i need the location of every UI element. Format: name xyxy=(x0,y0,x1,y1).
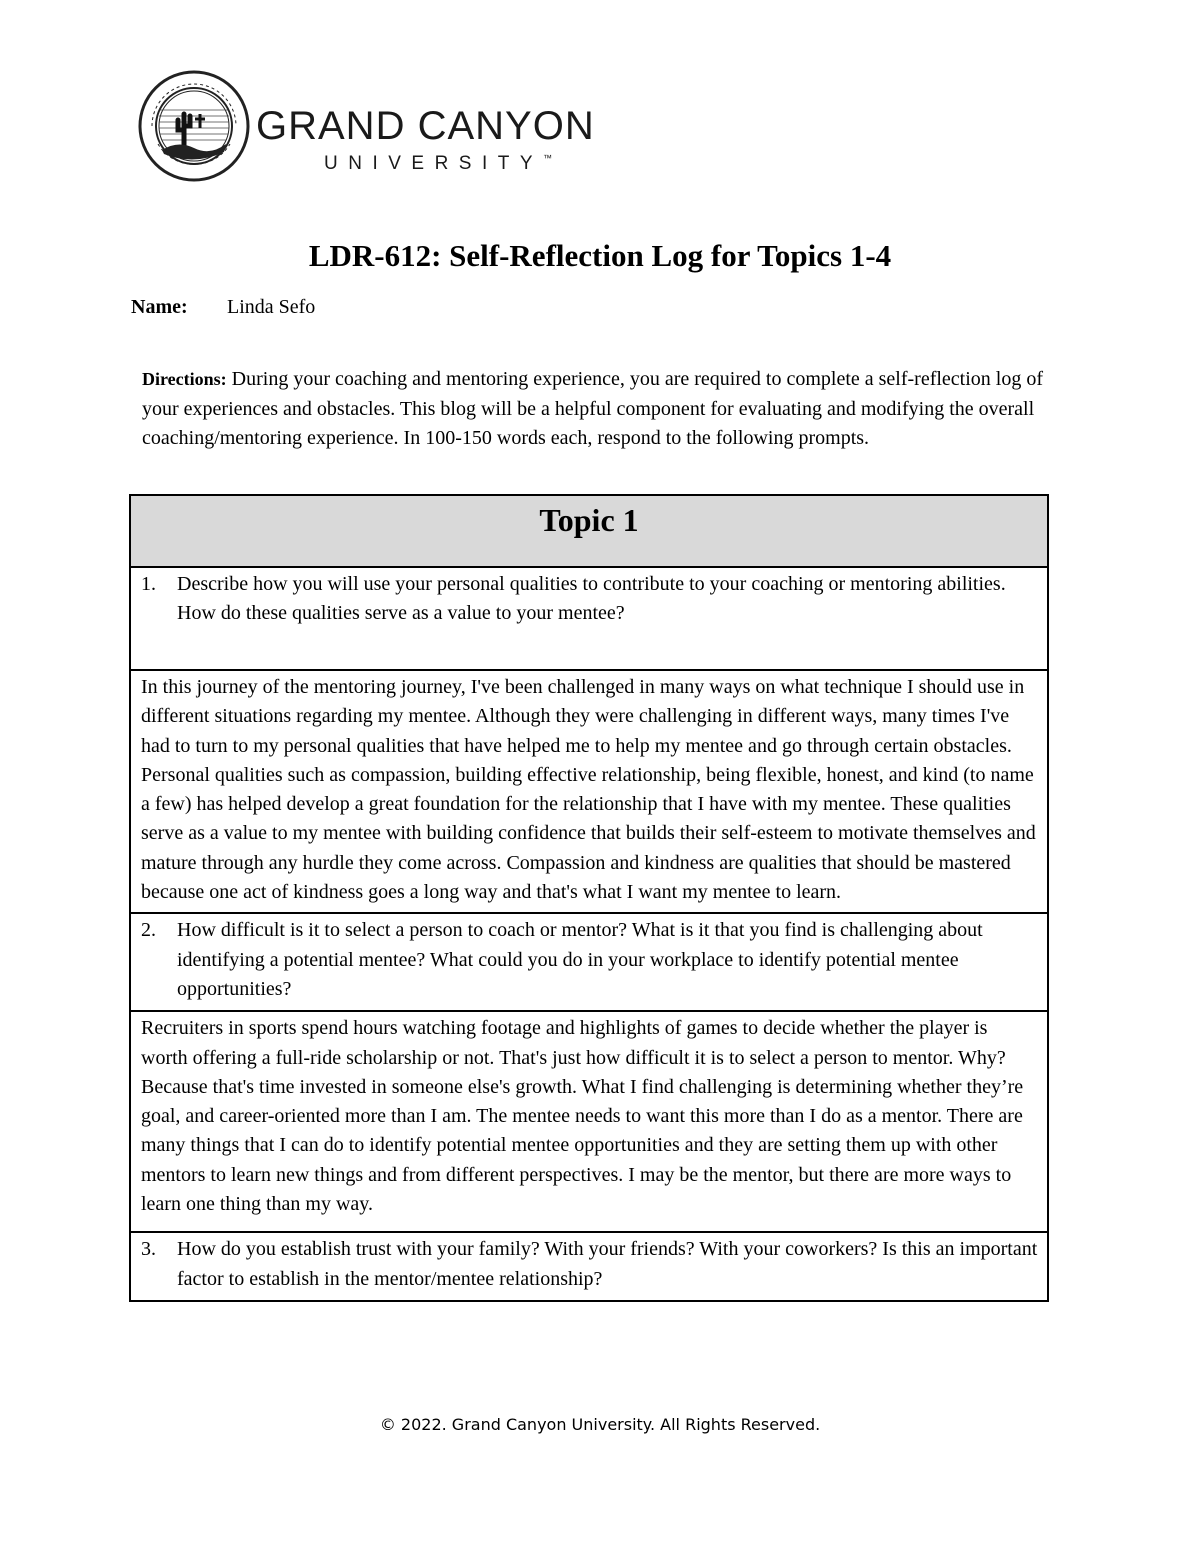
question-cell xyxy=(130,1232,1048,1301)
question-number: 2. xyxy=(141,919,156,942)
topic-title: Topic 1 xyxy=(539,502,639,538)
question-number: 1. xyxy=(141,573,156,595)
copyright-footer: © 2022. Grand Canyon University. All Rights Reserved. xyxy=(379,1415,821,1434)
logo-subtext: UNIVERSITY™ xyxy=(324,153,553,174)
answer-cell: In this journey of the mentoring journey, I've been challenged in many ways on what technique I should use in different situations regarding my mentee. Although they were challenging in different ways, many times I've had to turn to my personal qualities that have helped me to help my mentee and go through certain obstacles. Personal qualities such as compassion, building effective relationship, being flexible, honest, and kind (to name a few) has helped develop a great foundation for the relationship that I have with my mentee. These qualities serve as a value to my mentee with building confidence that builds their self-esteem to motivate themselves and mature through any hurdle they come across. Compassion and kindness are qualities that should be mastered because one act of kindness goes a long way and that's what I want my mentee to learn. xyxy=(130,670,1048,913)
question-text: Describe how you will use your personal qualities to contribute to your coaching or mentoring abilities. How do these qualities serve as a value to your mentee? xyxy=(177,573,1006,625)
directions-paragraph xyxy=(142,365,1062,454)
university-logo xyxy=(138,70,618,185)
question-text: How do you establish trust with your family? With your friends? With your coworkers? Is this an important factor to establish in the mentor/mentee relationship? xyxy=(177,1238,1038,1290)
directions-label: Directions: xyxy=(142,369,227,389)
university-seal-icon xyxy=(138,70,250,182)
document-title: LDR-612: Self-Reflection Log for Topics 1-4 xyxy=(308,238,892,273)
directions-text: During your coaching and mentoring experience, you are required to complete a self-reflection log of your experiences and obstacles. This blog will be a helpful component for evaluating and modifying the overall coaching/mentoring experience. In 100-150 words each, respond to the following prompts. xyxy=(142,368,1044,449)
question-cell xyxy=(130,913,1048,1011)
name-value: Linda Sefo xyxy=(227,296,316,318)
logo-wordmark: GRAND CANYON xyxy=(256,104,595,148)
name-row xyxy=(131,296,315,319)
topic-table xyxy=(129,494,1049,1302)
question-number: 3. xyxy=(141,1238,156,1261)
question-text: How difficult is it to select a person to coach or mentor? What is it that you find is challenging about identifying a potential mentee? What could you do in your workplace to identify potential mentee opportunities? xyxy=(177,919,983,1000)
question-cell xyxy=(130,567,1048,670)
topic-heading-cell xyxy=(130,495,1048,567)
answer-cell: Recruiters in sports spend hours watching footage and highlights of games to decide whether the player is worth offering a full-ride scholarship or not. That's just how difficult it is to select a person to mentor. Why? Because that's time invested in someone else's growth. What I find challenging is determining whether they’re goal, and career-oriented more than I am. The mentee needs to want this more than I do as a mentor. There are many things that I can do to identify potential mentee opportunities and they are setting them up with other mentors to learn new things and from different perspectives. I may be the mentor, but there are more ways to learn one thing than my way. xyxy=(130,1011,1048,1232)
name-label: Name: xyxy=(131,296,188,318)
